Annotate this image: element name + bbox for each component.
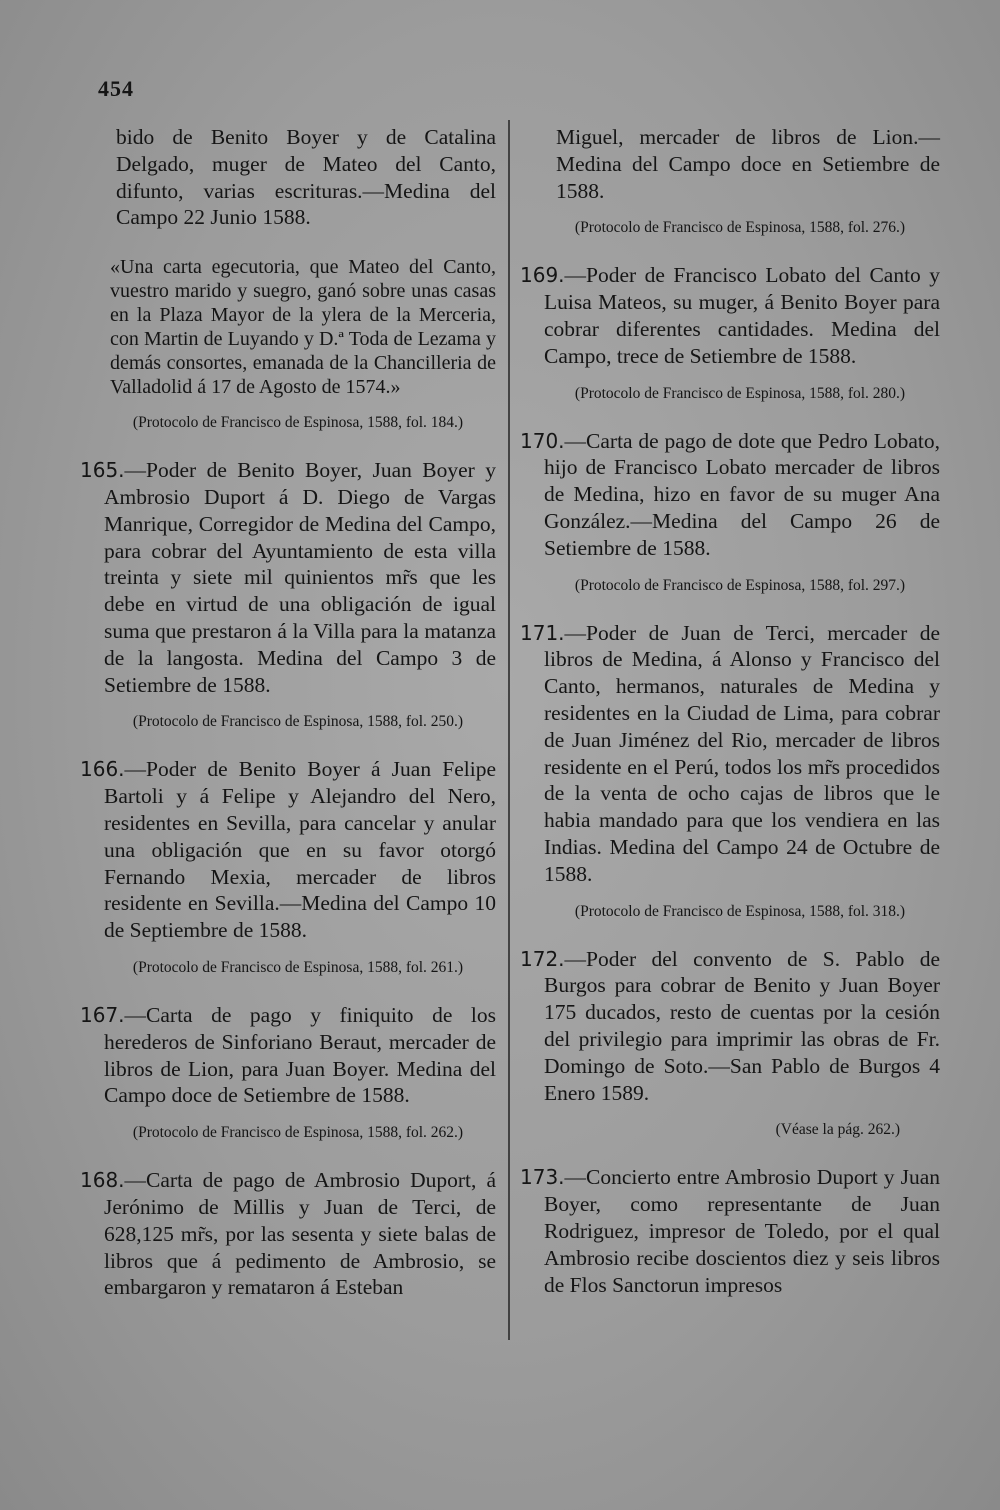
entry-number: 166. xyxy=(80,757,125,782)
entry-reference: (Protocolo de Francisco de Espinosa, 1588, fol. 262.) xyxy=(132,1124,464,1142)
entry-169 xyxy=(520,262,940,369)
entry-text: —Poder de Benito Boyer, Juan Boyer y Ambrosio Duport á D. Diego de Vargas Manrique, Corregidor de Medina del Campo, para cobrar del Ayuntamiento de esta villa treinta y siete mil quinientos mr̃s que les debe en virtud de una obligación de igual suma que prestaron á la Villa para la matanza de la langosta. Medina del Campo 3 de Setiembre de 1588. xyxy=(104,458,496,697)
right-continuation-text: Miguel, mercader de libros de Lion.—Medina del Campo doce en Setiembre de 1588. xyxy=(556,125,940,203)
entry-reference: (Protocolo de Francisco de Espinosa, 1588, fol. 280.) xyxy=(574,384,906,402)
entry-text: —Poder de Juan de Terci, mercader de libros de Medina, á Alonso y Francisco del Canto, hermanos, naturales de Medina y residentes en la Ciudad de Lima, para cobrar de Juan Jiménez del Rio, mercader de libros residente en el Perú, todos los mr̃s procedidos de la venta de ocho cajas de libros que le habia mandado para que los vendiera en las Indias. Medina del Campo 24 de Octubre de 1588. xyxy=(544,620,940,886)
entry-text: —Carta de pago de Ambrosio Duport, á Jerónimo de Millis y Juan de Terci, de 628,125 mr̃s, por las sesenta y siete balas de libros que á pedimento de Ambrosio, se embargaron y remataron á Esteban xyxy=(104,1168,496,1300)
entry-170 xyxy=(520,428,940,562)
page-number: 454 xyxy=(98,76,134,101)
entry-166 xyxy=(80,756,496,944)
entry-reference: (Protocolo de Francisco de Espinosa, 1588, fol. 297.) xyxy=(574,576,906,594)
left-column xyxy=(80,124,496,1301)
quoted-passage: «Una carta egecutoria, que Mateo del Canto, vuestro marido y suegro, ganó sobre unas casas en la Plaza Mayor de la ylera de la Merceria, con Martin de Luyando y D.ª Toda de Lezama y demás consortes, emanada de la Chancilleria de Valladolid á 17 de Agosto de 1574.» xyxy=(110,256,496,399)
entry-number: 171. xyxy=(520,620,565,645)
entry-173 xyxy=(520,1164,940,1298)
entry-number: 170. xyxy=(520,428,565,453)
entry-171 xyxy=(520,620,940,888)
entry-reference: (Protocolo de Francisco de Espinosa, 1588, fol. 250.) xyxy=(132,713,464,731)
entry-165 xyxy=(80,457,496,698)
entry-reference: (Protocolo de Francisco de Espinosa, 1588, fol. 261.) xyxy=(132,958,464,976)
entry-167 xyxy=(80,1002,496,1109)
entry-number: 168. xyxy=(80,1168,125,1193)
entry-reference: (Protocolo de Francisco de Espinosa, 1588, fol. 318.) xyxy=(574,902,906,920)
quote-reference: (Protocolo de Francisco de Espinosa, 1588, fol. 184.) xyxy=(132,414,464,432)
left-continuation-text: bido de Benito Boyer y de Catalina Delgado, muger de Mateo del Canto, difunto, varias escrituras.—Medina del Campo 22 Junio 1588. xyxy=(116,125,496,230)
continuation-reference: (Protocolo de Francisco de Espinosa, 1588, fol. 276.) xyxy=(574,219,906,237)
entry-text: —Poder del convento de S. Pablo de Burgos para cobrar de Benito y Juan Boyer 175 ducados, resto de cuentas por la cesión del privilegio para imprimir las obras de Fr. Domingo de Soto.—San Pablo de Burgos 4 Enero 1589. xyxy=(544,946,940,1105)
entry-number: 167. xyxy=(80,1002,125,1027)
entry-number: 169. xyxy=(520,263,565,288)
entry-text: —Carta de pago y finiquito de los herederos de Sinforiano Beraut, mercader de libros de Lion, para Juan Boyer. Medina del Campo doce de Setiembre de 1588. xyxy=(104,1002,496,1108)
entry-number: 173. xyxy=(520,1165,565,1190)
entry-number: 172. xyxy=(520,946,565,971)
entry-text: —Poder de Benito Boyer á Juan Felipe Bartoli y á Felipe y Alejandro del Nero, residentes en Sevilla, para cancelar y anular una obligación que en su favor otorgó Fernando Mexia, mercader de libros residente en Sevilla.—Medina del Campo 10 de Septiembre de 1588. xyxy=(104,757,496,943)
entry-172 xyxy=(520,946,940,1107)
entry-text: —Concierto entre Ambrosio Duport y Juan Boyer, como representante de Juan Rodriguez, impresor de Toledo, por el qual Ambrosio recibe doscientos diez y seis libros de Flos Sanctorun impresos xyxy=(544,1165,940,1297)
entry-168 xyxy=(80,1167,496,1301)
right-column xyxy=(520,124,940,1298)
entry-text: —Poder de Francisco Lobato del Canto y Luisa Mateos, su muger, á Benito Boyer para cobrar diferentes cantidades. Medina del Campo, trece de Setiembre de 1588. xyxy=(544,263,940,368)
column-divider xyxy=(508,120,510,1340)
entry-reference: (Véase la pág. 262.) xyxy=(775,1121,900,1139)
entry-text: —Carta de pago de dote que Pedro Lobato, hijo de Francisco Lobato mercader de libros de Medina, hizo en favor de su muger Ana González.—Medina del Campo 26 de Setiembre de 1588. xyxy=(544,428,940,560)
entry-number: 165. xyxy=(80,458,125,483)
